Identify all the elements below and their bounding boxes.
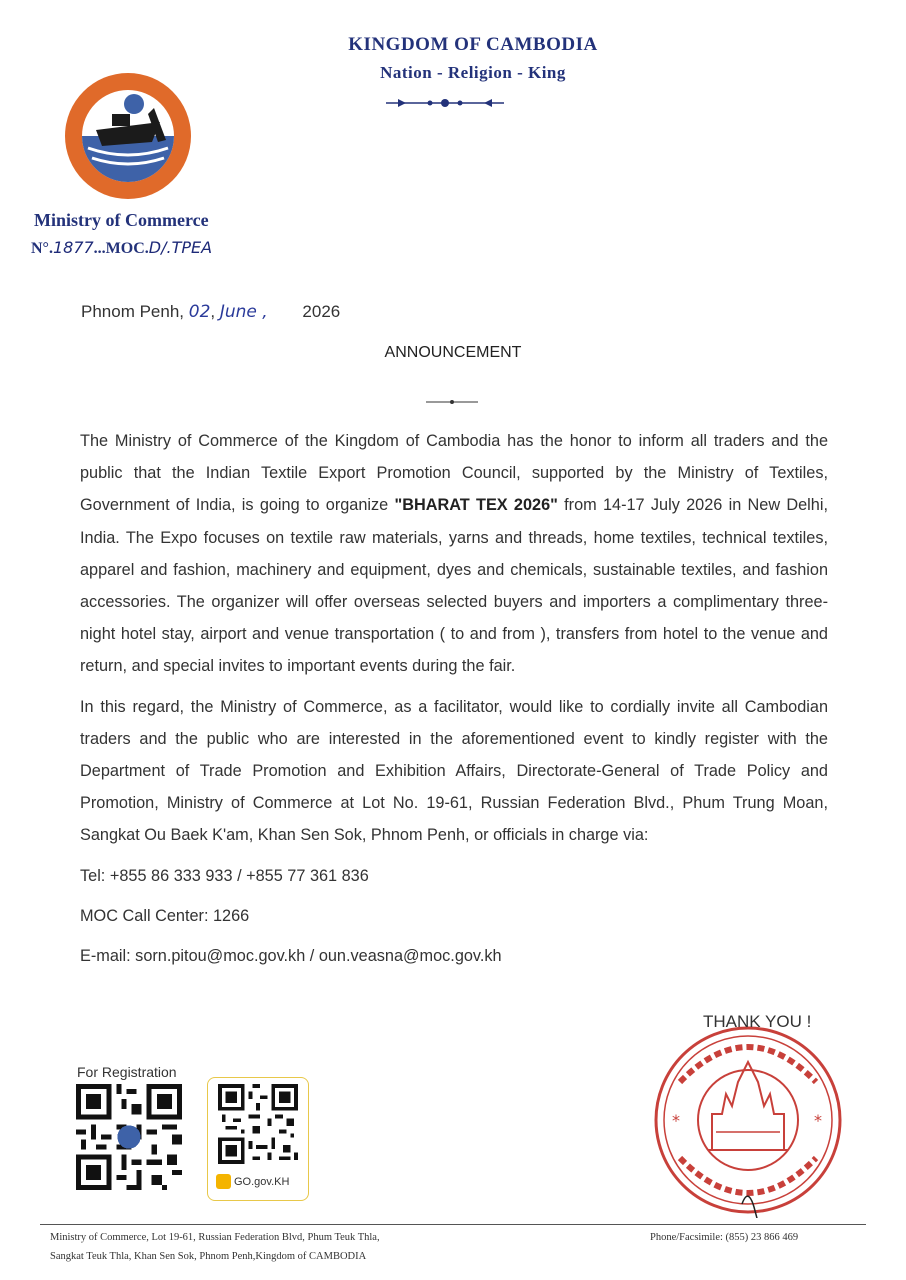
ref-number: 1877: [52, 238, 94, 257]
ref-code: D/.TPEA: [148, 238, 213, 257]
footer-divider: [40, 1224, 866, 1225]
date-year: 2026: [302, 302, 341, 321]
date-city: Phnom Penh,: [81, 302, 185, 321]
closing-thank-you: THANK YOU !: [703, 1012, 812, 1031]
national-motto: Nation - Religion - King: [380, 63, 566, 82]
date-day: 02: [188, 302, 211, 322]
contact-email: E-mail: sorn.pitou@moc.gov.kh / oun.veasna@moc.gov.kh: [80, 946, 502, 965]
ornament-divider-icon: [384, 96, 506, 115]
gov-qr-card[interactable]: [207, 1077, 309, 1201]
gov-qr-code-icon: [218, 1084, 298, 1169]
gov-portal-label: GO.gov.KH: [216, 1174, 289, 1189]
footer-address-line2: Sangkat Teuk Thla, Khan Sen Sok, Phnom Penh,Kingdom of CAMBODIA: [50, 1251, 367, 1262]
ref-mid: ...MOC.: [93, 240, 149, 257]
ministry-name: Ministry of Commerce: [34, 210, 209, 230]
date-month: June ,: [219, 302, 268, 322]
contact-call-center: MOC Call Center: 1266: [80, 906, 250, 925]
announcement-body: [80, 425, 828, 980]
footer-phone: Phone/Facsimile: (855) 23 866 469: [650, 1232, 799, 1243]
svg-text:*: *: [814, 1111, 822, 1130]
footer-address-line1: Ministry of Commerce, Lot 19-61, Russian Federation Blvd, Phum Teuk Thla,: [50, 1232, 380, 1243]
ministry-logo-icon: [62, 70, 194, 207]
title-ornament-icon: [424, 392, 480, 410]
contact-tel: Tel: +855 86 333 933 / +855 77 361 836: [80, 866, 369, 885]
reference-number: [31, 238, 212, 258]
official-seal-icon: [650, 1022, 846, 1223]
registration-label: For Registration: [77, 1064, 177, 1080]
svg-text:*: *: [672, 1111, 680, 1130]
paragraph-2: In this regard, the Ministry of Commerce, as a facilitator, would like to cordially invite all Cambodian traders and the public who are interested in the aforementioned event to kindly register with the Department of Trade Promotion and Exhibition Affairs, Directorate-General of Trade Policy and Promotion, Ministry of Commerce at Lot No. 19-61, Russian Federation Blvd., Phum Trung Moan, Sangkat Ou Baek K'am, Khan Sen Sok, Phnom Penh, or officials in charge via:: [80, 697, 828, 845]
registration-qr-code-icon[interactable]: [76, 1084, 182, 1195]
gov-logo-icon: [216, 1174, 231, 1189]
event-name: "BHARAT TEX 2026": [394, 496, 558, 515]
kingdom-heading: KINGDOM OF CAMBODIA: [348, 34, 598, 55]
paragraph-1: The Ministry of Commerce of the Kingdom of Cambodia has the honor to inform all traders and the public that the Indian Textile Export Promotion Council, supported by the Ministry of Textiles, Government of India, is going to organize "BHARAT TEX 2026" from 14-17 July 2026 in New Delhi, India. The Expo focuses on textile raw materials, yarns and threads, home textiles, technical textiles, apparel and fashion, machinery and equipment, dyes and chemicals, sustainable textiles, and fashion accessories. The organizer will offer overseas selected buyers and importers a complimentary three-night hotel stay, airport and venue transportation ( to and from ), transfers from hotel to the venue and return, and special invites to important events during the fair.: [80, 432, 828, 676]
date-line: Phnom Penh, 02, June , 2026: [81, 302, 341, 322]
ref-prefix: N°.: [31, 240, 53, 257]
announcement-title: ANNOUNCEMENT: [384, 344, 522, 361]
